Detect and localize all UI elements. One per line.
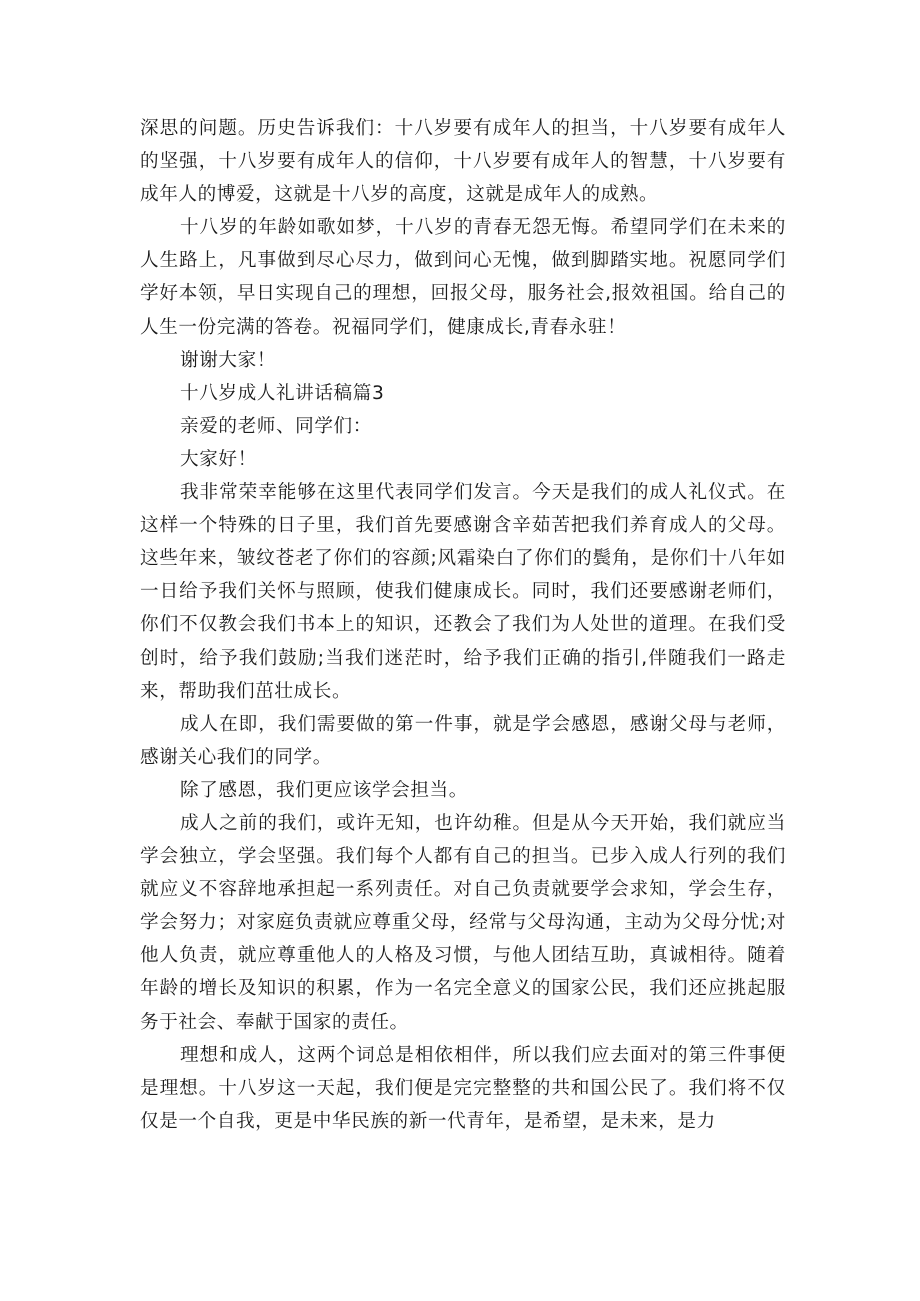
paragraph-thanks: 谢谢大家！ (180, 349, 276, 371)
paragraph-first-thing: 成人在即，我们需要做的第一件事，就是学会感恩，感谢父母与老师，感谢关心我们的同学。 (140, 713, 786, 768)
paragraph-wish: 十八岁的年龄如歌如梦，十八岁的青春无怨无悔。希望同学们在未来的人生路上，凡事做到尽心尽力，做到问心无愧，做到脚踏实地。祝愿同学们学好本领，早日实现自己的理想，回报父母，服务社会,报效祖国。给自己的人生一份完满的答卷。祝福同学们，健康成长,青春永驻！ (140, 217, 786, 338)
paragraph-responsibility: 成人之前的我们，或许无知，也许幼稚。但是从今天开始，我们就应当学会独立，学会坚强。我们每个人都有自己的担当。已步入成人行列的我们就应义不容辞地承担起一系列责任。对自己负责就要学会求知，学会生存，学会努力；对家庭负责就应尊重父母，经常与父母沟通，主动为父母分忧;对他人负责，就应尊重他人的人格及习惯，与他人团结互助，真诚相待。随着年龄的增长及知识的积累，作为一名完全意义的国家公民，我们还应挑起服务于社会、奉献于国家的责任。 (140, 812, 786, 1033)
paragraph-continuation: 深思的问题。历史告诉我们：十八岁要有成年人的担当，十八岁要有成年人的坚强，十八岁要有成年人的信仰，十八岁要有成年人的智慧，十八岁要有成年人的博爱，这就是十八岁的高度，这就是成年人的成熟。 (140, 118, 786, 206)
document-body (140, 112, 786, 1138)
section-title: 十八岁成人礼讲话稿篇3 (180, 382, 385, 404)
paragraph-responsibility-intro: 除了感恩，我们更应该学会担当。 (180, 779, 468, 801)
paragraph-gratitude: 我非常荣幸能够在这里代表同学们发言。今天是我们的成人礼仪式。在这样一个特殊的日子里，我们首先要感谢含辛茹苦把我们养育成人的父母。这些年来，皱纹苍老了你们的容颜;风霜染白了你们的鬓角，是你们十八年如一日给予我们关怀与照顾，使我们健康成长。同时，我们还要感谢老师们，你们不仅教会我们书本上的知识，还教会了我们为人处世的道理。在我们受创时，给予我们鼓励;当我们迷茫时，给予我们正确的指引,伴随我们一路走来，帮助我们茁壮成长。 (140, 482, 786, 702)
paragraph-ideal: 理想和成人，这两个词总是相依相伴，所以我们应去面对的第三件事便是理想。十八岁这一天起，我们便是完完整整的共和国公民了。我们将不仅仅是一个自我，更是中华民族的新一代青年，是希望，是未来，是力 (140, 1044, 786, 1132)
greeting: 大家好！ (180, 448, 257, 470)
salutation: 亲爱的老师、同学们： (180, 415, 372, 437)
